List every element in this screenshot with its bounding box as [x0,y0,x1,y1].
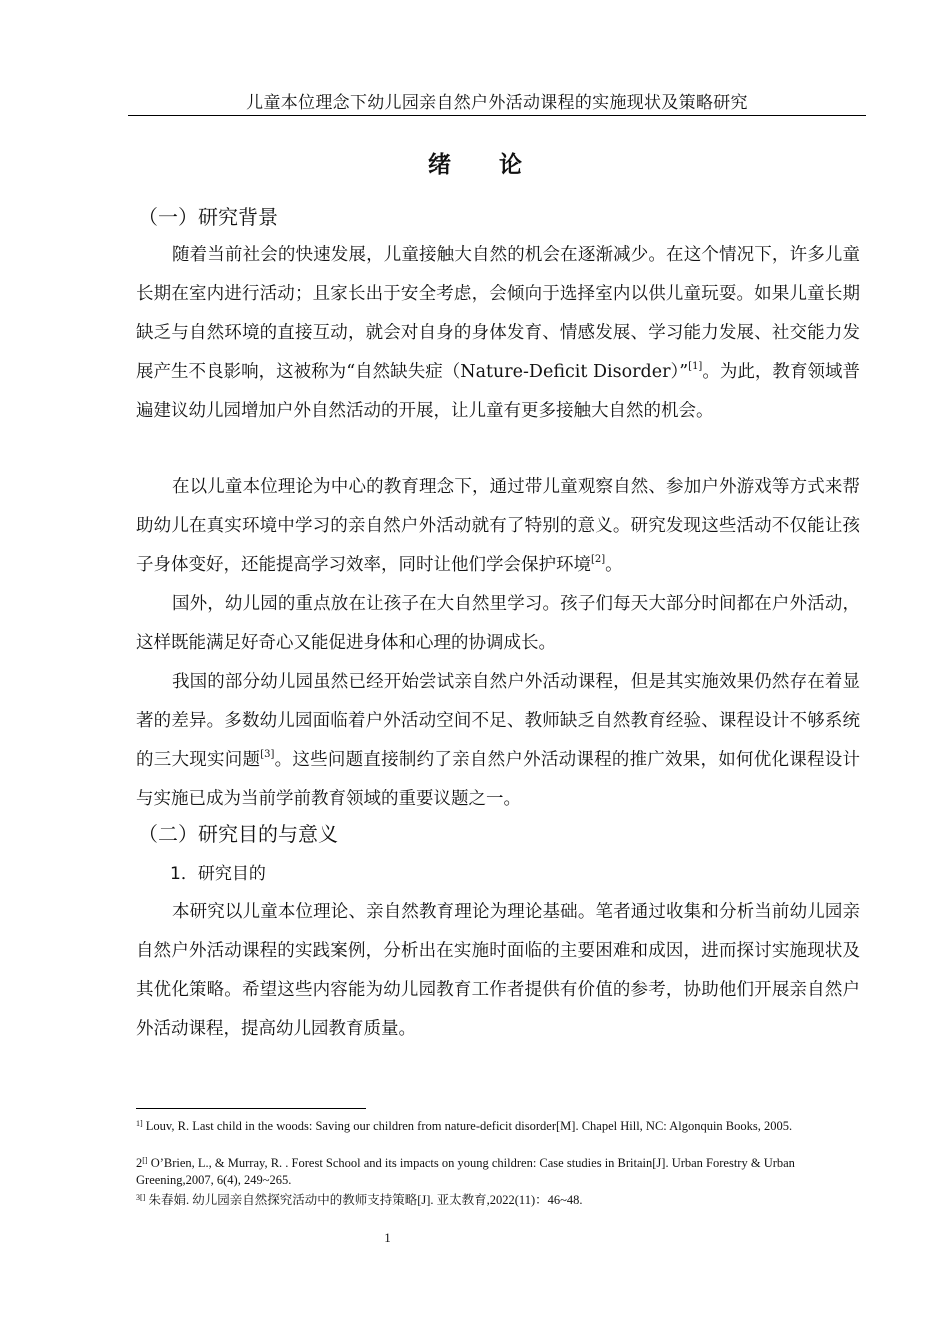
footnote-mark: 1] [136,1119,143,1128]
page-number: 1 [384,1230,391,1245]
footnote-text: Louv, R. Last child in the woods: Saving our children from nature-deficit disorder[M]. Chapel Hill, NC: Algonquin Books, 2005. [142,1119,793,1133]
paragraph-background-1 [136,236,860,431]
paragraph-purpose-1 [136,893,860,1049]
footnote-mark: 3[] [136,1193,146,1202]
running-header-title: 儿童本位理念下幼儿园亲自然户外活动课程的实施现状及策略研究 [246,93,748,113]
paragraph-background-3 [136,585,860,663]
citation-mark: [1] [688,361,703,372]
footnote-text: O’Brien, L., & Murray, R. . Forest School and its impacts on young children: Case studies in Britain[J]. Urban Forestry & Urban Greening,2007, 6(4), 249~265. [136,1156,795,1187]
citation-mark: [2] [591,554,606,565]
footnote-2 [136,1155,858,1189]
header-rule [128,115,866,116]
citation-mark: [3] [260,749,275,760]
subsection-heading-purpose: 1．研究目的 [170,864,266,884]
footnote-mark: [] [142,1156,148,1165]
footnote-number: 2 [136,1156,143,1170]
paragraph-text-tail: 。为此，教育领域普遍建议幼儿园增加户外自然活动的开展，让儿童有更多接触大自然的机会。 [136,362,860,421]
paragraph-text: 本研究以儿童本位理论、亲自然教育理论为理论基础。笔者通过收集和分析当前幼儿园亲自然户外活动课程的实践案例，分析出在实施时面临的主要困难和成因，进而探讨实施现状及其优化策略。希望这些内容能为幼儿园教育工作者提供有价值的参考，协助他们开展亲自然户外活动课程，提高幼儿园教育质量。 [136,902,860,1039]
paragraph-text: 随着当前社会的快速发展，儿童接触大自然的机会在逐渐减少。在这个情况下，许多儿童长期在室内进行活动；且家长出于安全考虑，会倾向于选择室内以供儿童玩耍。如果儿童长期缺乏与自然环境的直接互动，就会对自身的身体发育、情感发展、学习能力发展、社交能力发展产生不良影响，这被称为“自然缺失症（Nature-Deficit Disorder）” [136,245,860,382]
section-heading-background: （一）研究背景 [138,205,278,229]
footnote-3 [136,1192,858,1209]
paragraph-text: 我国的部分幼儿园虽然已经开始尝试亲自然户外活动课程，但是其实施效果仍然存在着显著的差异。多数幼儿园面临着户外活动空间不足、教师缺乏自然教育经验、课程设计不够系统的三大现实问题 [136,672,860,770]
paragraph-text-tail: 。 [605,555,623,575]
paragraph-text-tail: 。这些问题直接制约了亲自然户外活动课程的推广效果，如何优化课程设计与实施已成为当前学前教育领域的重要议题之一。 [136,750,861,809]
paragraph-background-4 [136,663,860,819]
footnote-1 [136,1118,858,1135]
footnote-separator [136,1108,366,1109]
paragraph-text: 在以儿童本位理论为中心的教育理念下，通过带儿童观察自然、参加户外游戏等方式来帮助幼儿在真实环境中学习的亲自然户外活动就有了特别的意义。研究发现这些活动不仅能让孩子身体变好，还能提高学习效率，同时让他们学会保护环境 [136,477,860,575]
chapter-title: 绪 论 [427,152,542,178]
section-heading-purpose: （二）研究目的与意义 [138,822,338,846]
paragraph-text: 国外，幼儿园的重点放在让孩子在大自然里学习。孩子们每天大部分时间都在户外活动，这样既能满足好奇心又能促进身体和心理的协调成长。 [136,594,860,653]
footnote-text: 朱春娟. 幼儿园亲自然探究活动中的教师支持策略[J]. 亚太教育,2022(11)：46~48. [145,1193,583,1207]
paragraph-background-2 [136,468,860,585]
